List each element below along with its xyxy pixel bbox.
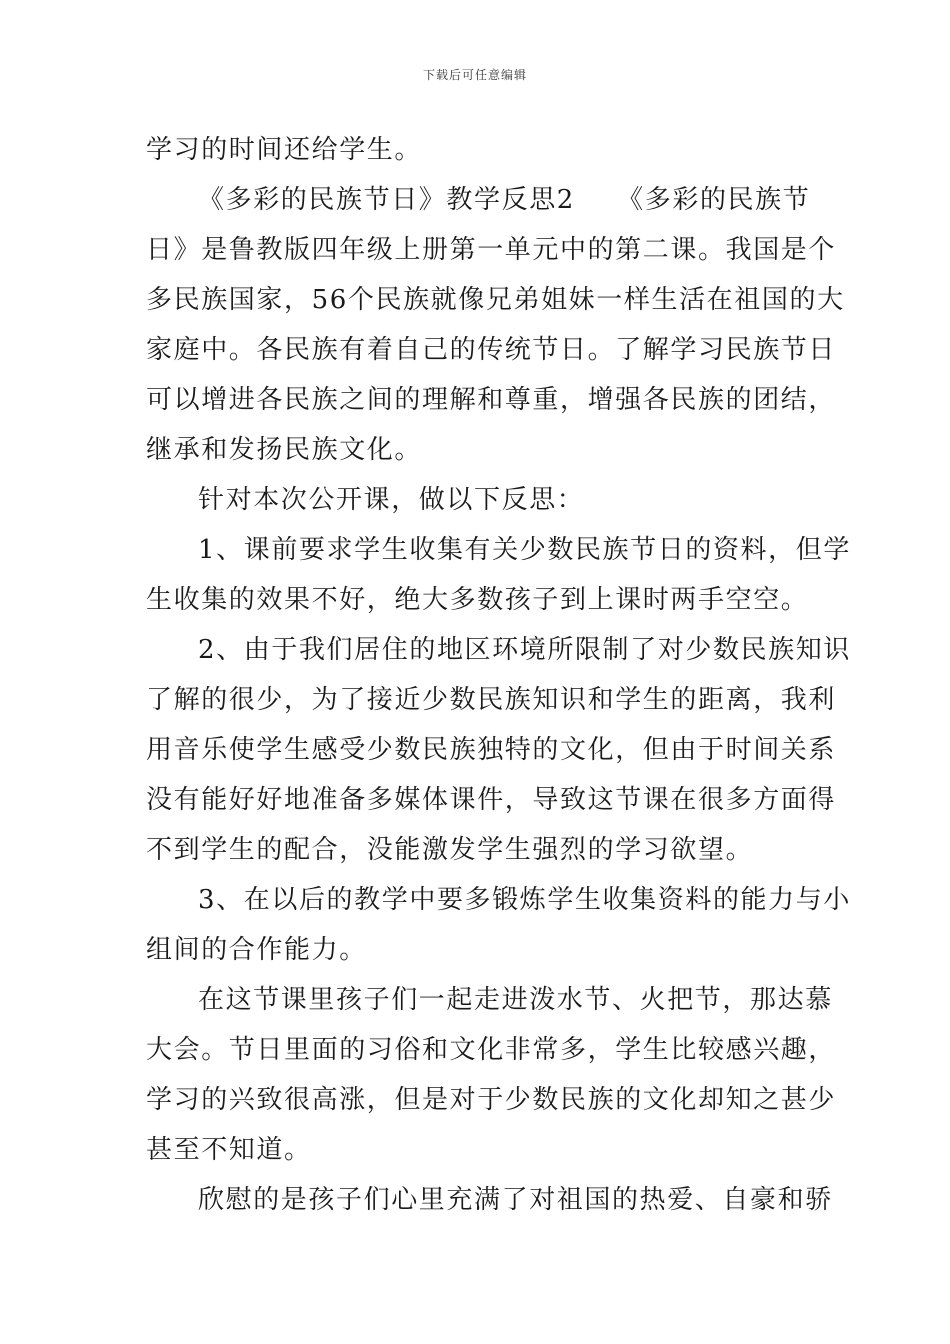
- paragraph-line: 家庭中。各民族有着自己的传统节日。了解学习民族节日: [146, 335, 837, 365]
- paragraph-line: 1、课前要求学生收集有关少数民族节日的资料，但学: [198, 535, 851, 565]
- paragraph-line: 多民族国家，56个民族就像兄弟姐妹一样生活在祖国的大: [146, 285, 845, 315]
- paragraph-line: 学习的时间还给学生。: [146, 135, 423, 165]
- paragraph-line: 不到学生的配合，没能激发学生强烈的学习欲望。: [146, 835, 754, 865]
- paragraph-line: 学习的兴致很高涨，但是对于少数民族的文化却知之甚少: [146, 1085, 837, 1115]
- paragraph-line: 欣慰的是孩子们心里充满了对祖国的热爱、自豪和骄: [198, 1185, 833, 1215]
- paragraph-line: 2、由于我们居住的地区环境所限制了对少数民族知识: [198, 635, 851, 665]
- header-note: 下载后可任意编辑: [422, 68, 527, 82]
- paragraph-line: 《多彩的民族节日》教学反思2 《多彩的民族节: [198, 185, 811, 215]
- paragraph-line: 组间的合作能力。: [146, 935, 367, 965]
- paragraph-line: 针对本次公开课，做以下反思：: [198, 485, 585, 515]
- paragraph-line: 3、在以后的教学中要多锻炼学生收集资料的能力与小: [198, 885, 851, 915]
- document-body: [146, 125, 851, 1225]
- paragraph-line: 日》是鲁教版四年级上册第一单元中的第二课。我国是个: [146, 235, 837, 265]
- paragraph-line: 可以增进各民族之间的理解和尊重，增强各民族的团结，: [146, 385, 837, 415]
- paragraph-line: 大会。节日里面的习俗和文化非常多，学生比较感兴趣，: [146, 1035, 837, 1065]
- paragraph-line: 用音乐使学生感受少数民族独特的文化，但由于时间关系: [146, 735, 837, 765]
- paragraph-line: 在这节课里孩子们一起走进泼水节、火把节，那达慕: [198, 985, 833, 1015]
- paragraph-line: 了解的很少，为了接近少数民族知识和学生的距离，我利: [146, 685, 837, 715]
- paragraph-line: 甚至不知道。: [146, 1135, 312, 1165]
- paragraph-line: 生收集的效果不好，绝大多数孩子到上课时两手空空。: [146, 585, 809, 615]
- paragraph-line: 没有能好好地准备多媒体课件，导致这节课在很多方面得: [146, 785, 837, 815]
- paragraph-line: 继承和发扬民族文化。: [146, 435, 423, 465]
